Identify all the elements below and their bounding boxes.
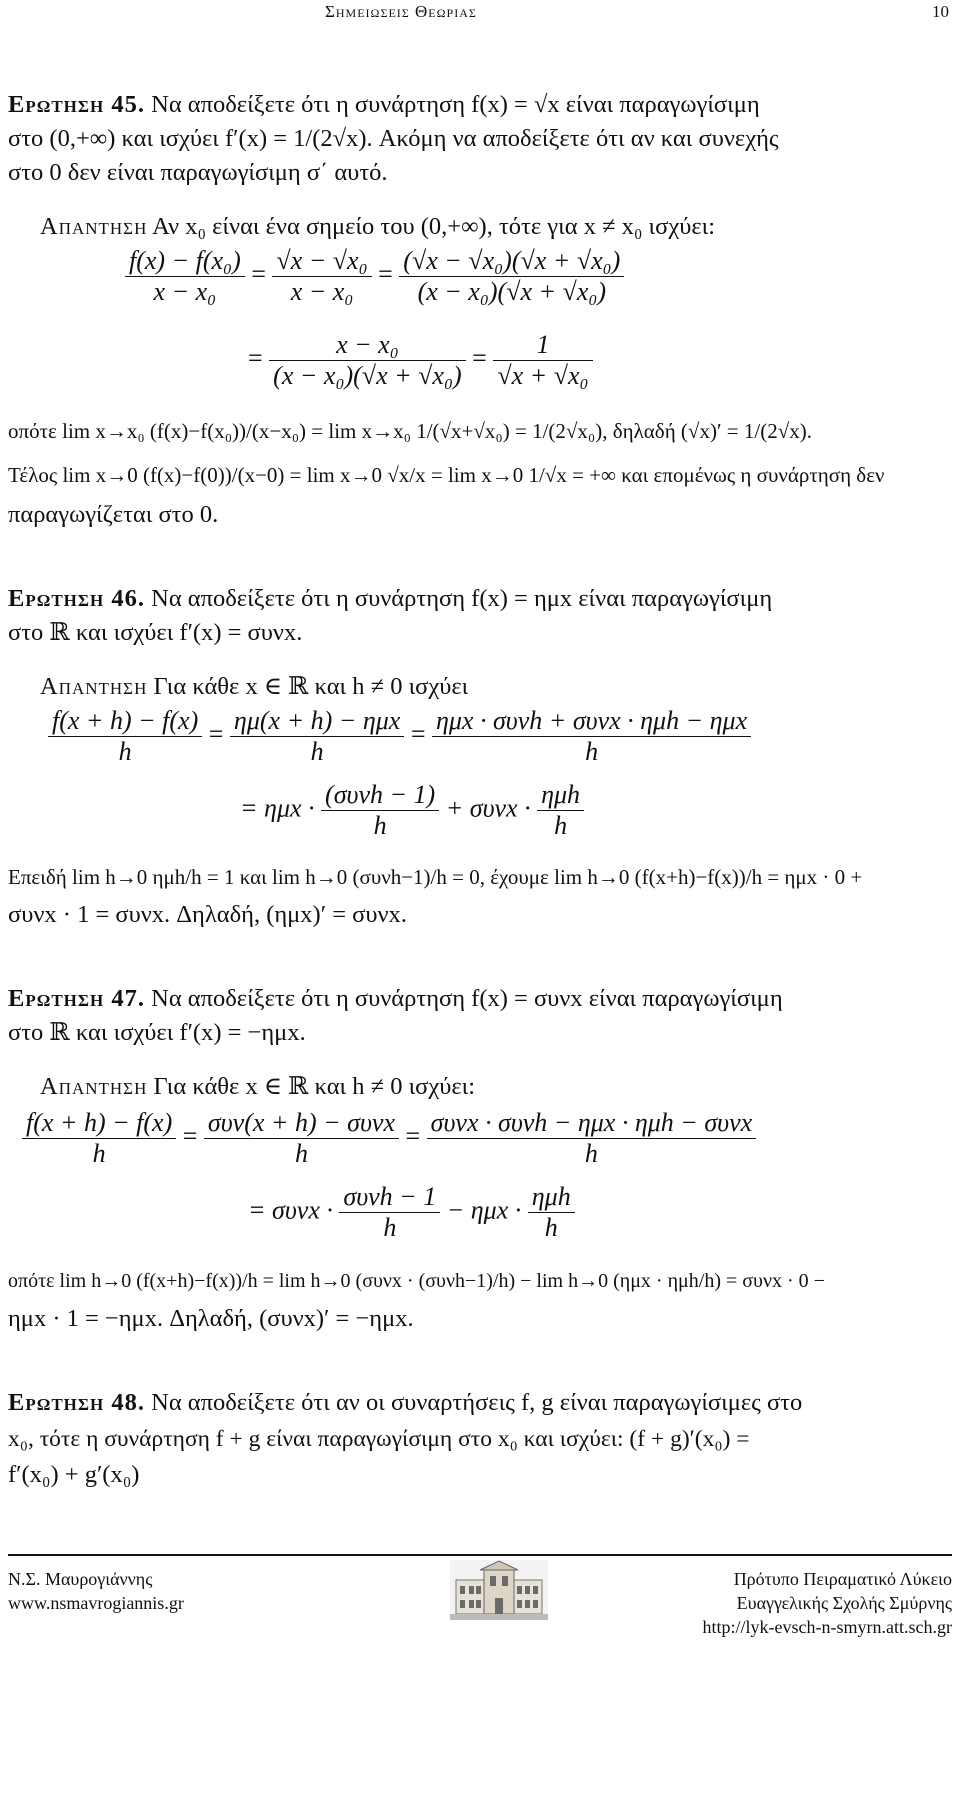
- q45-statement-line2: στο (0,+∞) και ισχύει f′(x) = 1/(2√x). Ακόμη να αποδείξετε ότι αν και συνεχής: [8, 125, 779, 152]
- q45-equation-2: = $\frac{\text{x − x₀}}{\text{(x − x₀)(√x + √x₀)}}$ = $\frac{1}{\text{√x + √x₀}}$: [248, 330, 593, 391]
- q47-equation-2: = συνx · $\frac{\text{συνh − 1}}{h}$ − ημx · $\frac{\text{ημh}}{h}$: [248, 1182, 575, 1243]
- q46-limit-line: Επειδή lim h→0 ημh/h = 1 και lim h→0 (συνh−1)/h = 0, έχουμε lim h→0 (f(x+h)−f(x))/h = ημx · 0 +: [8, 865, 863, 889]
- footer-divider: [8, 1554, 952, 1556]
- q46-answer-label: Απαντηση: [40, 673, 148, 700]
- q45-limit-at-zero-line: Τέλος lim x→0 (f(x)−f(0))/(x−0) = lim x→0 √x/x = lim x→0 1/√x = +∞ και επομένως η συνάρτηση δεν: [8, 463, 885, 487]
- q47-statement-line2: στο ℝ και ισχύει f′(x) = −ημx.: [8, 1019, 306, 1046]
- q45-statement: [8, 86, 760, 124]
- q46-equation-2: = ημx · $\frac{\text{(συνh − 1)}}{h}$ + συνx · $\frac{\text{ημh}}{h}$: [240, 780, 584, 841]
- q45-conclusion: παραγωγίζεται στο 0.: [8, 501, 219, 528]
- footer-school-name-2: Ευαγγελικής Σχολής Σμύρνης: [736, 1593, 952, 1613]
- q48-statement-line1: Να αποδείξετε ότι αν οι συναρτήσεις f, g είναι παραγωγίσιμες στο: [151, 1389, 803, 1416]
- q46-statement: [8, 580, 772, 618]
- q46-statement-line1: Να αποδείξετε ότι η συνάρτηση f(x) = ημx είναι παραγωγίσιμη: [151, 585, 773, 612]
- footer-author: Ν.Σ. Μαυρογιάννης: [8, 1569, 153, 1589]
- school-building-image: [450, 1560, 548, 1620]
- q45-equation-1: $\frac{\text{f(x) − f(x₀)}}{\text{x − x₀}}$ = $\frac{\text{√x − √x₀}}{\text{x − x₀}}$ = $\frac{\text{(√x − √x₀)(√x + √x₀)}}{\text{(x − x₀)(√x + √x₀)}}$: [125, 246, 624, 307]
- q46-label: Ερωτηση 46.: [8, 585, 145, 612]
- q45-label: Ερωτηση 45.: [8, 91, 145, 118]
- q48-label: Ερωτηση 48.: [8, 1389, 145, 1416]
- q47-statement: [8, 980, 783, 1018]
- footer-school-name: Πρότυπο Πειραματικό Λύκειο: [733, 1569, 952, 1589]
- q47-equation-1: $\frac{f(x + h) - f(x)}{h}$ = $\frac{\text{συν(x + h) − συνx}}{h}$ = $\frac{\text{συνx · συνh − ημx · ημh − συνx}}{h}$: [22, 1108, 756, 1169]
- q48-statement-line3: f′(x₀) + g′(x₀): [8, 1461, 140, 1488]
- footer-school-link[interactable]: http://lyk-evsch-n-smyrn.att.sch.gr: [702, 1617, 952, 1637]
- q45-answer-label: Απαντηση: [40, 213, 148, 240]
- q45-statement-line3: στο 0 δεν είναι παραγωγίσιμη σ΄ αυτό.: [8, 159, 388, 186]
- q46-statement-line2: στο ℝ και ισχύει f′(x) = συνx.: [8, 619, 303, 646]
- q47-label: Ερωτηση 47.: [8, 985, 145, 1012]
- q47-conclusion: ημx · 1 = −ημx. Δηλαδή, (συνx)′ = −ημx.: [8, 1305, 414, 1332]
- q45-statement-line1: Να αποδείξετε ότι η συνάρτηση f(x) = √x είναι παραγωγίσιμη: [151, 91, 760, 118]
- q46-conclusion: συνx · 1 = συνx. Δηλαδή, (ημx)′ = συνx.: [8, 901, 407, 928]
- q47-limit-line: οπότε lim h→0 (f(x+h)−f(x))/h = lim h→0 (συνx · (συνh−1)/h) − lim h→0 (ημx · ημh/h) = συνx · 0 −: [8, 1270, 825, 1292]
- q47-answer-intro: Απαντηση Για κάθε x ∈ ℝ και h ≠ 0 ισχύει:: [40, 1073, 476, 1100]
- q48-statement-line2: x₀, τότε η συνάρτηση f + g είναι παραγωγίσιμη στο x₀ και ισχύει: (f + g)′(x₀) =: [8, 1426, 750, 1452]
- q45-limit-line: οπότε lim x→x₀ (f(x)−f(x₀))/(x−x₀) = lim x→x₀ 1/(√x+√x₀) = 1/(2√x₀), δηλαδή (√x)′ = 1/(2√x).: [8, 419, 812, 443]
- page-number: 10: [932, 2, 949, 21]
- q47-statement-line1: Να αποδείξετε ότι η συνάρτηση f(x) = συνx είναι παραγωγίσιμη: [151, 985, 783, 1012]
- q46-equation-1: $\frac{f(x + h) - f(x)}{h}$ = $\frac{\text{ημ(x + h) − ημx}}{h}$ = $\frac{\text{ημx · συνh + συνx · ημh − ημx}}{h}$: [48, 706, 751, 767]
- q47-answer-label: Απαντηση: [40, 1073, 148, 1100]
- running-header: Σημειωσεισ Θεωριασ: [325, 2, 477, 21]
- footer-website-link[interactable]: www.nsmavrogiannis.gr: [8, 1593, 184, 1613]
- q45-answer-intro: Απαντηση Αν x₀ είναι ένα σημείο του (0,+∞), τότε για x ≠ x₀ ισχύει:: [40, 213, 716, 240]
- q48-statement: [8, 1384, 802, 1422]
- q46-answer-intro: Απαντηση Για κάθε x ∈ ℝ και h ≠ 0 ισχύει: [40, 673, 469, 700]
